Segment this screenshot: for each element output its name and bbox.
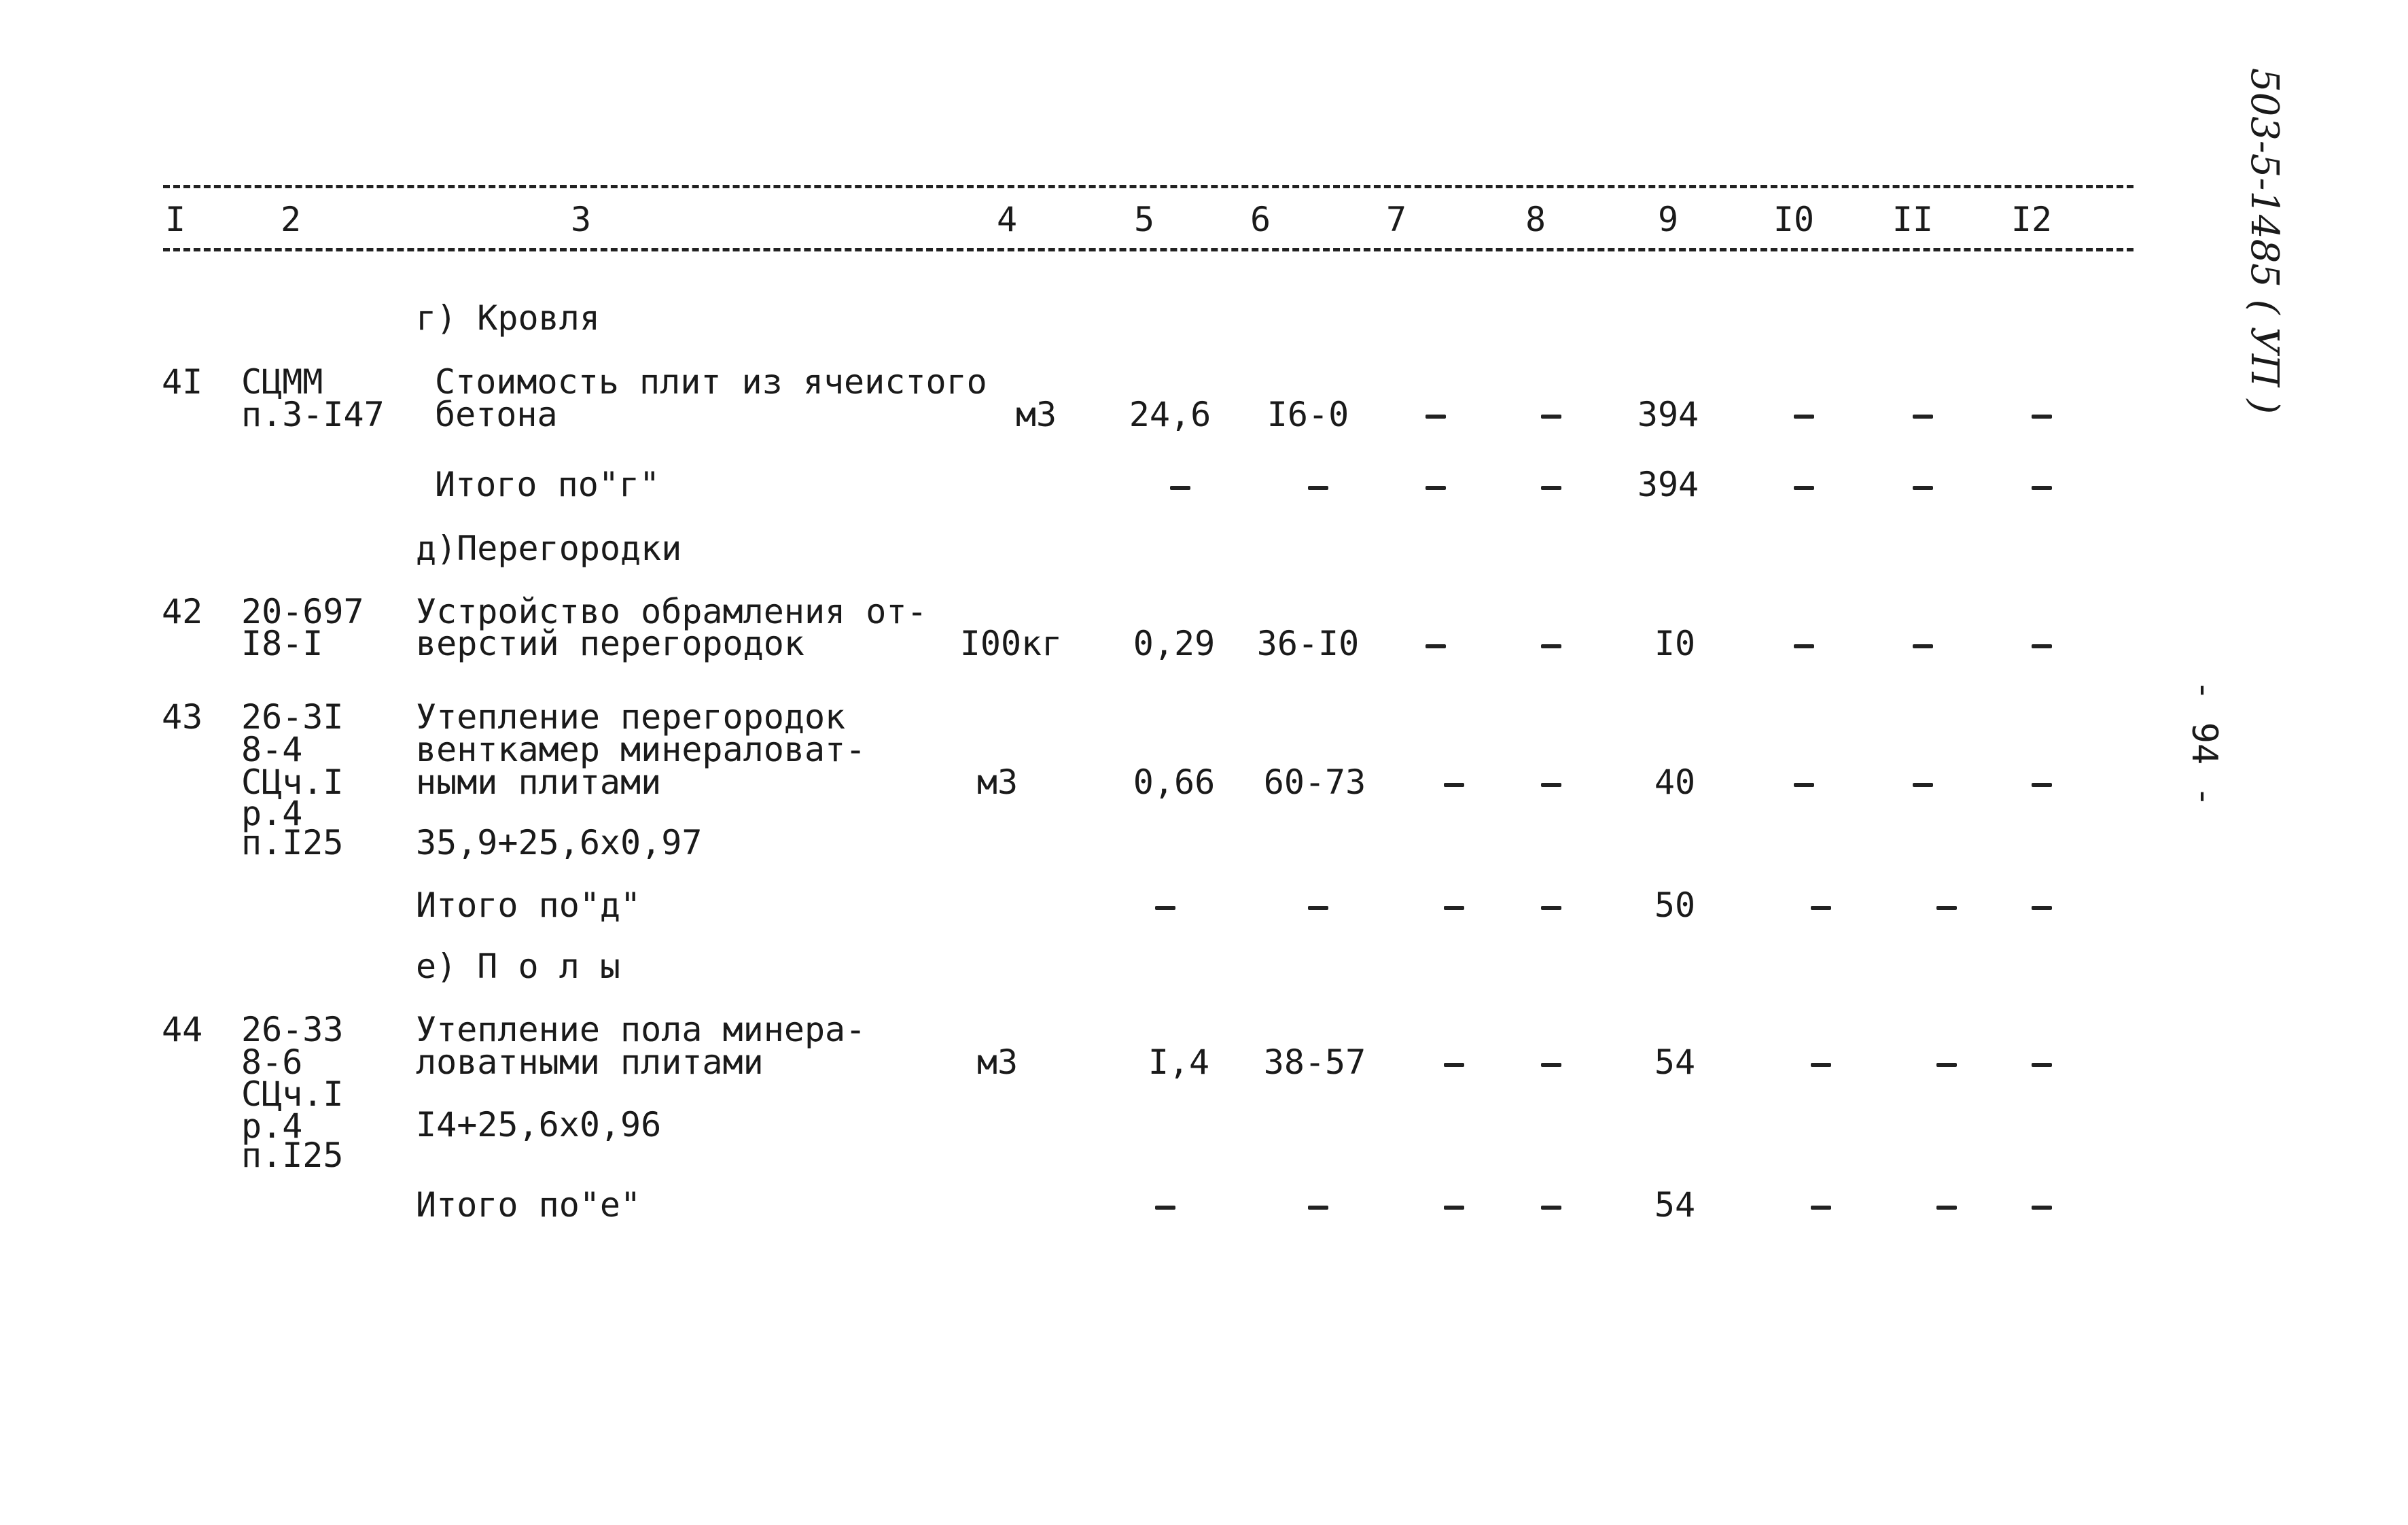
- row-42-col7-dash: [1426, 644, 1446, 648]
- col-header-3: 3: [570, 200, 592, 239]
- row-41-col11-dash: [1913, 415, 1933, 419]
- row-42-price: 36-I0: [1256, 624, 1360, 663]
- row-42-col11-dash: [1913, 644, 1933, 648]
- row-44-col12-dash: [2032, 1063, 2052, 1067]
- total-floors-col7-dash: [1444, 1206, 1464, 1210]
- row-43-col8-dash: [1541, 783, 1561, 787]
- total-roof-col6-dash: [1308, 486, 1328, 490]
- row-43-code-line-3: СЦч.I: [241, 762, 344, 802]
- row-44-col10-dash: [1811, 1063, 1831, 1067]
- total-roof-col11-dash: [1913, 486, 1933, 490]
- row-43-col10-dash: [1794, 783, 1814, 787]
- col-header-8: 8: [1525, 200, 1546, 239]
- total-roof-col12-dash: [2032, 486, 2052, 490]
- row-43-col12-dash: [2032, 783, 2052, 787]
- total-roof-col10-dash: [1794, 486, 1814, 490]
- row-41-qty: 24,6: [1129, 395, 1211, 434]
- row-43-qty: 0,66: [1133, 762, 1216, 802]
- row-42-desc-line-2: верстий перегородок: [416, 624, 804, 663]
- row-44-unit: м3: [976, 1042, 1019, 1082]
- page-number: - 94 -: [2184, 680, 2225, 807]
- row-44-code-line-5: п.I25: [241, 1136, 344, 1175]
- header-rule-bottom: [163, 248, 2133, 251]
- row-42-col10-dash: [1794, 644, 1814, 648]
- row-43-col11-dash: [1913, 783, 1933, 787]
- row-44-code-line-3: СЦч.I: [241, 1074, 344, 1114]
- row-44-desc-line-2: ловатными плитами: [416, 1042, 764, 1082]
- col-header-12: I2: [2011, 200, 2053, 239]
- row-41-code-line-1: СЦММ: [241, 362, 323, 402]
- total-floors-col12-dash: [2032, 1206, 2052, 1210]
- row-41-number: 4I: [162, 362, 203, 402]
- col-header-11: II: [1892, 200, 1934, 239]
- total-roof-col8-dash: [1541, 486, 1561, 490]
- row-44-price: 38-57: [1263, 1042, 1366, 1082]
- row-43-desc-line-3: ными плитами: [416, 762, 662, 802]
- row-41-total: 394: [1637, 395, 1699, 434]
- section-heading-partitions: д)Перегородки: [416, 529, 682, 568]
- total-roof-value: 394: [1637, 465, 1699, 504]
- row-42-desc-line-1: Устройство обрамления от-: [416, 592, 927, 631]
- row-44-number: 44: [162, 1010, 203, 1049]
- total-floors-col8-dash: [1541, 1206, 1561, 1210]
- row-41-desc-line-1: Стоимость плит из ячеистого: [435, 362, 987, 402]
- side-stamp: 503-5-1485 ( УП ): [2242, 68, 2286, 415]
- row-41-col7-dash: [1426, 415, 1446, 419]
- row-41-code-line-2: п.3-I47: [241, 395, 385, 434]
- row-43-col7-dash: [1444, 783, 1464, 787]
- row-42-qty: 0,29: [1133, 624, 1216, 663]
- col-header-6: 6: [1250, 200, 1271, 239]
- col-header-5: 5: [1133, 200, 1155, 239]
- row-44-code-line-4: р.4: [241, 1106, 303, 1146]
- section-heading-floors: е) П о л ы: [416, 947, 621, 986]
- total-floors-label: Итого по"е": [416, 1185, 641, 1225]
- row-41-col12-dash: [2032, 415, 2052, 419]
- col-header-4: 4: [996, 200, 1018, 239]
- row-42-col8-dash: [1541, 644, 1561, 648]
- total-partitions-label: Итого по"д": [416, 886, 641, 925]
- row-44-qty: I,4: [1148, 1042, 1210, 1082]
- row-42-code-line-2: I8-I: [241, 624, 323, 663]
- total-roof-col5-dash: [1170, 486, 1190, 490]
- total-floors-col6-dash: [1308, 1206, 1328, 1210]
- row-41-unit: м3: [1015, 395, 1057, 434]
- row-44-code-line-2: 8-6: [241, 1042, 303, 1082]
- row-43-formula: 35,9+25,6х0,97: [416, 823, 703, 862]
- row-43-number: 43: [162, 697, 203, 737]
- total-partitions-col7-dash: [1444, 906, 1464, 910]
- header-rule-top: [163, 185, 2133, 188]
- row-42-code-line-1: 20-697: [241, 592, 364, 631]
- row-44-col7-dash: [1444, 1063, 1464, 1067]
- row-43-price: 60-73: [1263, 762, 1366, 802]
- total-partitions-col12-dash: [2032, 906, 2052, 910]
- row-41-desc-line-2: бетона: [435, 395, 558, 434]
- col-header-2: 2: [280, 200, 302, 239]
- row-42-total: I0: [1654, 624, 1696, 663]
- total-partitions-col11-dash: [1936, 906, 1957, 910]
- row-44-col11-dash: [1936, 1063, 1957, 1067]
- row-42-unit: I00кг: [959, 624, 1063, 663]
- row-43-code-line-2: 8-4: [241, 730, 303, 769]
- total-roof-col7-dash: [1426, 486, 1446, 490]
- row-44-col8-dash: [1541, 1063, 1561, 1067]
- total-partitions-value: 50: [1654, 886, 1696, 925]
- row-44-desc-line-1: Утепление пола минера-: [416, 1010, 866, 1049]
- row-44-formula: I4+25,6х0,96: [416, 1105, 662, 1144]
- total-partitions-col6-dash: [1308, 906, 1328, 910]
- col-header-1: I: [164, 200, 186, 239]
- row-44-code-line-1: 26-33: [241, 1010, 344, 1049]
- row-41-price: I6-0: [1267, 395, 1349, 434]
- total-floors-col11-dash: [1936, 1206, 1957, 1210]
- row-42-col12-dash: [2032, 644, 2052, 648]
- col-header-10: I0: [1773, 200, 1815, 239]
- total-partitions-col5-dash: [1155, 906, 1175, 910]
- col-header-9: 9: [1657, 200, 1679, 239]
- section-heading-roof: г) Кровля: [416, 298, 600, 338]
- row-44-total: 54: [1654, 1042, 1696, 1082]
- row-41-col8-dash: [1541, 415, 1561, 419]
- row-43-desc-line-2: венткамер минераловат-: [416, 730, 866, 769]
- total-partitions-col10-dash: [1811, 906, 1831, 910]
- total-partitions-col8-dash: [1541, 906, 1561, 910]
- row-42-number: 42: [162, 592, 203, 631]
- row-43-code-line-4: р.4: [241, 794, 303, 833]
- row-43-unit: м3: [976, 762, 1019, 802]
- total-floors-value: 54: [1654, 1185, 1696, 1225]
- row-43-desc-line-1: Утепление перегородок: [416, 697, 846, 737]
- total-floors-col5-dash: [1155, 1206, 1175, 1210]
- total-roof-label: Итого по"г": [435, 465, 660, 504]
- row-41-col10-dash: [1794, 415, 1814, 419]
- col-header-7: 7: [1385, 200, 1407, 239]
- row-43-total: 40: [1654, 762, 1696, 802]
- row-43-code-line-1: 26-3I: [241, 697, 344, 737]
- row-43-code-line-5: п.I25: [241, 823, 344, 862]
- total-floors-col10-dash: [1811, 1206, 1831, 1210]
